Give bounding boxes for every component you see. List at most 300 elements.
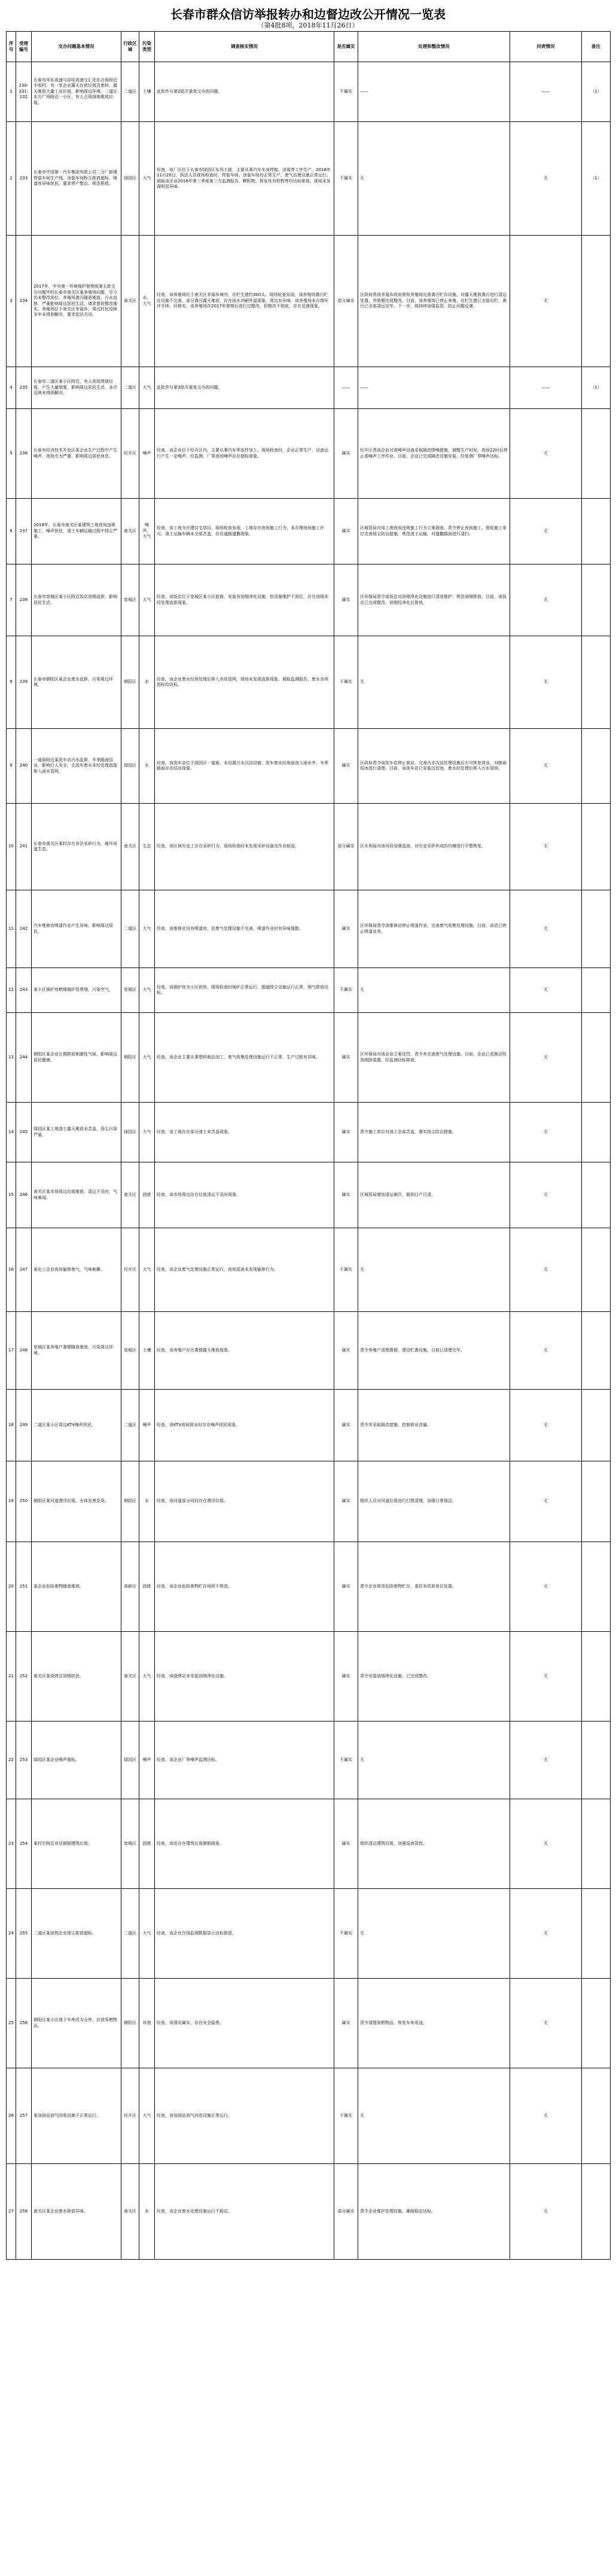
row-region: [121, 890, 139, 968]
row-accountability: [510, 62, 582, 122]
row-note: [582, 968, 611, 1013]
row-id-text: 230-231-232: [19, 83, 29, 100]
row-number: [7, 1461, 16, 1542]
row-type: [139, 1228, 155, 1312]
row-accountability-text: 无: [544, 1498, 548, 1504]
row-id-text: 242: [19, 926, 28, 931]
row-verdict: [334, 1162, 358, 1228]
row-accountability-text: 无: [544, 1129, 548, 1134]
row-region: [121, 367, 139, 409]
row-issue-text: 一道街附近某洗车店污水乱排，冬季路面结冰，影响行人安全，且洗车废水未经处理直接排入雨水管网。: [33, 757, 117, 774]
row-note-text: （1）: [590, 88, 602, 94]
row-issue-text: 宽城区某养殖户粪便随意堆放，污染周边环境。: [33, 1345, 113, 1356]
row-number-text: 13: [8, 1054, 14, 1060]
row-note: [582, 236, 611, 367]
row-issue-text: 绿园区某企业噪声超标。: [33, 1757, 80, 1762]
row-accountability: [510, 804, 582, 890]
row-note: [582, 1390, 611, 1461]
row-type-text: 大气: [142, 175, 151, 181]
row-issue: [32, 2164, 121, 2260]
row-issue: [32, 62, 121, 122]
row-handling: [358, 1312, 510, 1390]
row-survey: [155, 1889, 334, 1979]
row-verdict-text: 不属实: [340, 2113, 352, 2118]
row-number-text: 7: [10, 597, 13, 602]
row-type: [139, 1542, 155, 1632]
row-accountability: [510, 729, 582, 804]
row-type-text: 大气: [142, 987, 151, 993]
row-verdict: [334, 1799, 358, 1889]
row-verdict-text: 属实: [341, 1129, 350, 1134]
row-handling-text: 无: [360, 1757, 364, 1762]
row-type-text: 大气: [142, 1054, 151, 1060]
row-id-text: 243: [19, 987, 28, 993]
row-handling-text: 区环保局责令该饭店对油烟净化设施进行清洗维护，规范油烟排放。目前，该饭店已完成整改，油烟经净化后排放。: [360, 594, 507, 605]
row-issue: [32, 1632, 121, 1722]
row-survey: [155, 968, 334, 1013]
row-accountability: [510, 1162, 582, 1228]
row-verdict: [334, 1103, 358, 1162]
row-issue: [32, 236, 121, 367]
row-handling-text: 区环保局责令该维修店停止喷漆作业，完善废气收集处理设施。目前，该店已停止喷漆业务。: [360, 923, 507, 934]
row-region-text: 经开区: [124, 1266, 136, 1272]
row-accountability-text: 无: [544, 298, 548, 303]
row-id-text: 247: [19, 1266, 28, 1272]
row-id: [16, 564, 32, 636]
row-accountability-text: ——: [541, 384, 550, 390]
row-issue-text: 某企业危险废物随意堆放。: [33, 1583, 84, 1589]
row-survey-text: 经查，该企业危险废物贮存场所不规范。: [157, 1583, 232, 1589]
row-region-text: 二道区: [124, 1422, 136, 1427]
row-number: [7, 409, 16, 499]
row-number: [7, 367, 16, 409]
row-id-text: 258: [19, 2208, 28, 2214]
col-header-id: 受理编号: [16, 32, 32, 62]
row-id-text: 236: [19, 450, 28, 456]
row-region: [121, 2164, 139, 2260]
row-survey-text: 经查，该维修店设有喷漆房，但废气处理设施不完善，喷漆作业时有异味逸散。: [157, 926, 303, 931]
row-note: [582, 564, 611, 636]
row-issue-text: 绿园区某工地渣土露天堆放未苫盖，扬尘污染严重。: [33, 1127, 117, 1137]
row-issue-text: 2018年，长春市南关区某建筑工地夜间违规施工，噪声扰民，渣土车辆运输过程中扬尘严重。: [33, 523, 117, 539]
row-id: [16, 1103, 32, 1162]
row-survey: [155, 1390, 334, 1461]
row-survey: [155, 2164, 334, 2260]
row-handling: [358, 1632, 510, 1722]
row-note: [582, 1312, 611, 1390]
row-issue: [32, 1162, 121, 1228]
row-number-text: 21: [8, 1673, 14, 1678]
row-type: [139, 1390, 155, 1461]
row-region: [121, 236, 139, 367]
row-note: [582, 890, 611, 968]
row-note-text: （1）: [590, 384, 602, 390]
row-survey-text: 经查，该烧烤店未安装油烟净化设施。: [157, 1673, 228, 1678]
row-issue: [32, 804, 121, 890]
row-accountability-text: 无: [544, 1347, 548, 1353]
row-number-text: 18: [8, 1422, 14, 1427]
row-region-text: 朝阳区: [124, 1498, 136, 1504]
row-survey-text: 经查，该加油站油气回收设施正常运行。: [157, 2113, 232, 2118]
row-region-text: 二道区: [124, 384, 136, 390]
row-number-text: 1: [10, 88, 13, 94]
row-handling: [358, 804, 510, 890]
row-issue: [32, 367, 121, 409]
table-row: [7, 729, 611, 804]
row-verdict-text: 不属实: [340, 1930, 352, 1936]
row-verdict-text: 部分属实: [337, 298, 355, 303]
row-issue: [32, 1542, 121, 1632]
row-accountability-text: 无: [544, 528, 548, 533]
row-type: [139, 1979, 155, 2068]
row-type-text: 大气: [142, 384, 151, 390]
row-survey-text: 经查，该养殖户存在粪便露天堆放现象。: [157, 1347, 232, 1353]
row-type-text: 大气: [142, 2113, 151, 2118]
row-number-text: 2: [10, 175, 13, 181]
row-issue-text: 2017年，中央第一环境保护督察组第五批交办问题中的长春市南关区某养殖场问题，至今仍未整改到位。养殖场粪污随意堆放，污水直排，严重影响周边居民生活，请求督促整改落实。养殖场位于南关区幸福乡，周边村民反映多年未得到解决，要求依法关闭。: [33, 284, 117, 318]
row-region-text: 二道区: [124, 926, 136, 931]
row-region: [121, 1228, 139, 1312]
row-type-text: 噪声: [142, 1422, 151, 1427]
row-id-text: 238: [19, 597, 28, 602]
row-accountability-text: 无: [544, 763, 548, 768]
row-region-text: 经开区: [124, 2113, 136, 2118]
row-survey: [155, 1228, 334, 1312]
row-accountability: [510, 1228, 582, 1312]
row-verdict-text: 属实: [341, 1498, 350, 1504]
row-handling: [358, 2164, 510, 2260]
table-row: [7, 1799, 611, 1889]
row-id-text: 254: [19, 1841, 28, 1846]
row-note: [582, 62, 611, 122]
row-region-text: 二道区: [124, 1930, 136, 1936]
row-verdict-text: 属实: [341, 1347, 350, 1353]
row-accountability-text: 无: [544, 926, 548, 931]
row-survey: [155, 564, 334, 636]
row-region: [121, 1103, 139, 1162]
row-id: [16, 1390, 32, 1461]
col-header-note: 备注: [582, 32, 611, 62]
row-type-text: 水、大气: [142, 295, 151, 306]
row-type: [139, 968, 155, 1013]
row-type-text: 噪声: [142, 1757, 151, 1762]
row-region: [121, 1312, 139, 1390]
row-id-text: 244: [19, 1054, 28, 1060]
row-type: [139, 2068, 155, 2164]
row-issue: [32, 1312, 121, 1390]
row-survey: [155, 1722, 334, 1799]
row-issue-text: 某小区锅炉房燃煤锅炉冒黑烟，污染空气。: [33, 987, 113, 993]
row-type: [139, 804, 155, 890]
row-type-text: 土壤: [142, 1347, 151, 1353]
row-survey-text: 经查，该企业在线监测数据显示达标排放。: [157, 1930, 236, 1936]
row-issue-text: 某加油站油气回收设施不正常运行。: [33, 2113, 100, 2118]
row-handling-text: 区环保局对该企业立案处罚，责令其完善废气处理设施。目前，企业已更换活性炭吸附装置，经监测达标排放。: [360, 1052, 507, 1063]
row-number: [7, 890, 16, 968]
row-issue: [32, 1013, 121, 1103]
row-type: [139, 2164, 155, 2260]
row-survey-text: 经查，该处存在建筑垃圾倾倒现象。: [157, 1841, 224, 1846]
table-row: [7, 236, 611, 367]
row-verdict: [334, 409, 358, 499]
table-row: [7, 122, 611, 236]
row-handling: [358, 1228, 510, 1312]
row-note: [582, 409, 611, 499]
row-number: [7, 62, 16, 122]
row-handling-text: 责令其采取隔音措施，控制营业音量。: [360, 1422, 431, 1427]
row-id-text: 241: [19, 844, 28, 849]
row-handling: [358, 1799, 510, 1889]
row-accountability: [510, 1632, 582, 1722]
row-survey-text: 经查，该企业主要从事塑料制品加工，废气收集处理设施运行不正常，生产过程有异味。: [157, 1054, 320, 1060]
row-verdict-text: 不属实: [340, 1757, 352, 1762]
row-accountability: [510, 409, 582, 499]
row-region: [121, 1542, 139, 1632]
row-region: [121, 1390, 139, 1461]
row-note: [582, 1889, 611, 1979]
row-accountability-text: 无: [544, 2208, 548, 2214]
row-id: [16, 1013, 32, 1103]
row-accountability-text: 无: [544, 1757, 548, 1762]
row-issue: [32, 1799, 121, 1889]
row-type: [139, 236, 155, 367]
row-verdict: [334, 804, 358, 890]
row-note: [582, 2068, 611, 2164]
row-survey-text: 经查，该企业废水经预处理后排入市政管网，现场未发现直排现象。调取监测报告，废水各项指标均达标。: [157, 676, 328, 687]
row-issue-text: 汽车维修店喷漆作业产生异味，影响周边居民。: [33, 923, 113, 934]
row-survey: [155, 1979, 334, 2068]
row-region-text: 高新区: [124, 1583, 136, 1589]
row-handling-text: 责令企业维护处理设施，确保稳定达标。: [360, 2208, 435, 2214]
col-header-type: 污染类型: [139, 32, 155, 62]
row-issue-text: 二道区某小区周边KTV噪声扰民。: [33, 1422, 96, 1427]
row-id: [16, 890, 32, 968]
row-survey: [155, 1162, 334, 1228]
row-type-text: 水: [145, 679, 149, 685]
row-verdict: [334, 2068, 358, 2164]
row-issue-text: 长春市环东高速与京哈高速交汇处东北角附近丰收村，有一家企业露天存放垃圾及废料，露天堆放大量工业垃圾，影响周边环境。二道区东方广场附近一小区，有人占用绿地堆放垃圾。: [33, 77, 117, 105]
row-region: [121, 62, 139, 122]
col-header-region: 行政区域: [121, 32, 139, 62]
row-accountability-text: 无: [544, 679, 548, 685]
row-issue: [32, 968, 121, 1013]
row-region: [121, 499, 139, 564]
row-id-text: 237: [19, 528, 28, 533]
row-verdict-text: ——: [341, 384, 350, 390]
table-row: [7, 1979, 611, 2068]
row-region-text: 宽城区: [124, 597, 136, 602]
col-header-true: 是否属实: [334, 32, 358, 62]
row-number-text: 27: [8, 2208, 14, 2214]
row-region: [121, 804, 139, 890]
table-row: [7, 1103, 611, 1162]
row-number-text: 11: [8, 926, 14, 931]
row-type-text: 水: [145, 1498, 149, 1504]
row-accountability: [510, 1390, 582, 1461]
row-region: [121, 729, 139, 804]
row-number: [7, 1799, 16, 1889]
row-id: [16, 1461, 32, 1542]
row-handling: [358, 1013, 510, 1103]
row-type-text: 固废: [142, 1192, 151, 1197]
row-region-text: 南关区: [124, 1192, 136, 1197]
row-id-text: 239: [19, 679, 28, 685]
table-row: [7, 367, 611, 409]
row-type: [139, 1461, 155, 1542]
row-note-text: （1）: [590, 175, 602, 181]
table-row: [7, 564, 611, 636]
row-number-text: 4: [10, 384, 13, 390]
row-accountability: [510, 1889, 582, 1979]
row-number-text: 15: [8, 1192, 14, 1197]
row-handling-text: 经开区责成企业对高噪声设备采取隔音降噪措施，调整生产时间，夜间22时后停止高噪声工序作业。目前，企业已完成隔音设施安装，经复测厂界噪声达标。: [360, 448, 508, 459]
row-survey: [155, 1461, 334, 1542]
table-row: [7, 499, 611, 564]
row-note: [582, 1103, 611, 1162]
row-region-text: 绿园区: [124, 175, 136, 181]
row-issue: [32, 1461, 121, 1542]
row-issue-text: 长春市朝阳区某企业废水直排，污染周边环境。: [33, 676, 113, 687]
row-accountability-text: 无: [544, 1422, 548, 1427]
row-handling: [358, 1889, 510, 1979]
row-number-text: 25: [8, 2020, 14, 2025]
row-handling-text: 无: [360, 1266, 364, 1272]
row-number: [7, 1542, 16, 1632]
row-survey-text: 经查，该市场周边存在垃圾清运不及时现象。: [157, 1192, 240, 1197]
row-number-text: 16: [8, 1266, 14, 1272]
table-row: [7, 1542, 611, 1632]
row-verdict-text: 属实: [341, 2020, 350, 2025]
row-issue-text: 南关区某市场周边垃圾堆放，清运不及时，气味难闻。: [33, 1189, 117, 1200]
row-number-text: 9: [10, 763, 13, 768]
row-accountability-text: 无: [544, 450, 548, 456]
row-survey: [155, 367, 334, 409]
row-verdict: [334, 1461, 358, 1542]
row-verdict: [334, 1228, 358, 1312]
table-row: [7, 1228, 611, 1312]
report-table: [6, 31, 611, 2260]
row-issue-text: 二道区某供热企业烟尘排放超标。: [33, 1930, 96, 1936]
row-verdict-text: 属实: [341, 1422, 350, 1427]
row-region-text: 绿园区: [124, 763, 136, 768]
row-type-text: 噪声、大气: [142, 523, 151, 539]
row-type-text: 生态: [142, 844, 151, 849]
row-note: [582, 1632, 611, 1722]
row-id-text: 240: [19, 763, 28, 768]
row-handling: [358, 367, 510, 409]
row-type-text: 大气: [142, 597, 151, 602]
row-handling: [358, 1390, 510, 1461]
row-number: [7, 236, 16, 367]
row-accountability-text: 无: [544, 1192, 548, 1197]
row-handling-text: 组织人员对河道垃圾进行打捞清理，加强日常保洁。: [360, 1498, 456, 1504]
row-handling-text: 组织清运建筑垃圾，加强巡查管控。: [360, 1841, 427, 1846]
row-number-text: 8: [10, 679, 13, 685]
table-row: [7, 1461, 611, 1542]
row-type: [139, 729, 155, 804]
row-handling-text: 无: [360, 175, 364, 181]
row-note: [582, 2164, 611, 2260]
row-type-text: 固废: [142, 1583, 151, 1589]
row-verdict-text: 属实: [341, 1192, 350, 1197]
table-row: [7, 1889, 611, 1979]
row-type: [139, 62, 155, 122]
row-survey-text: 经查，该饭店位于宽城区某小区底商，安装有油烟净化设施，但设施维护不到位，存在油烟未经处理直排现象。: [157, 594, 328, 605]
row-number-text: 24: [8, 1930, 14, 1936]
row-survey: [155, 636, 334, 729]
row-number-text: 10: [8, 844, 14, 849]
row-note: [582, 729, 611, 804]
row-accountability-text: 无: [544, 1583, 548, 1589]
row-accountability-text: 无: [544, 2020, 548, 2025]
row-number-text: 3: [10, 298, 13, 303]
row-region-text: 南关区: [124, 2208, 136, 2214]
row-region: [121, 1162, 139, 1228]
row-number: [7, 1722, 16, 1799]
row-accountability: [510, 1799, 582, 1889]
row-note: [582, 1461, 611, 1542]
row-handling-text: 责令施工单位对渣土全部苫盖，落实扬尘防治措施。: [360, 1129, 456, 1134]
row-issue-text: 长春市中国第一汽车集团有限公司二分厂新建焊装车间生产线，涂装车间粉尘排放超标，喷漆房异味扰民，要求停产整治、规范排放。: [33, 170, 117, 187]
row-accountability: [510, 968, 582, 1013]
row-accountability: [510, 122, 582, 236]
row-verdict-text: 属实: [341, 1054, 350, 1060]
table-header-row: [7, 32, 611, 62]
row-region: [121, 636, 139, 729]
row-id-text: 234: [19, 298, 28, 303]
row-handling-text: 区政府责令该洗车店停止营业，完善污水沉淀处理设施后方可恢复营业。对路面结冰进行清理。目前，该洗车店已安装沉淀池，废水经处理后排入污水管网。: [360, 760, 507, 771]
row-issue: [32, 1390, 121, 1461]
row-id: [16, 1799, 32, 1889]
row-id-text: 255: [19, 1930, 28, 1936]
row-verdict: [334, 499, 358, 564]
row-accountability: [510, 2164, 582, 2260]
row-id: [16, 804, 32, 890]
row-type: [139, 564, 155, 636]
row-type: [139, 890, 155, 968]
row-number: [7, 1632, 16, 1722]
row-id: [16, 1722, 32, 1799]
row-region-text: 宽城区: [124, 987, 136, 993]
row-id: [16, 62, 32, 122]
row-region-text: 绿园区: [124, 1129, 136, 1134]
row-accountability: [510, 499, 582, 564]
row-note: [582, 804, 611, 890]
row-verdict-text: 不属实: [340, 987, 352, 993]
row-survey: [155, 1799, 334, 1889]
row-survey-text: 经查，该企业位于经开区内，主要从事汽车零部件加工。现场检查时，企业正常生产，设备运行产生一定噪声。经监测，厂界夜间噪声存在超标现象。: [157, 448, 328, 459]
row-id: [16, 236, 32, 367]
row-type: [139, 1312, 155, 1390]
row-type: [139, 1889, 155, 1979]
row-id-text: 248: [19, 1347, 28, 1353]
row-survey: [155, 1632, 334, 1722]
row-survey: [155, 1103, 334, 1162]
row-survey: [155, 1542, 334, 1632]
row-id-text: 256: [19, 2020, 28, 2025]
row-id: [16, 1979, 32, 2068]
row-survey: [155, 804, 334, 890]
row-number: [7, 1103, 16, 1162]
row-verdict-text: 不属实: [340, 1266, 352, 1272]
row-id-text: 245: [19, 1129, 28, 1134]
row-type: [139, 1799, 155, 1889]
row-accountability: [510, 636, 582, 729]
page-title: 长春市群众信访举报转办和边督边改公开情况一览表: [170, 7, 446, 22]
row-survey-text: 经查，该厂区位于长春市绿园区东风大街，主要从事汽车车身焊接、涂装等工序生产。2018年11月20日，执法人员现场检查时，焊装车间、涂装车间均正常生产，废气治理设施正常运行。调取该企业2018年第三季度第三方监测报告，颗粒物、挥发性有机物等均达标排放。现场未发现明显异味。: [157, 167, 331, 189]
col-header-survey: 调查核实情况: [155, 32, 334, 62]
row-survey-text: 经查，该工地存在部分渣土未苫盖现象。: [157, 1129, 232, 1134]
